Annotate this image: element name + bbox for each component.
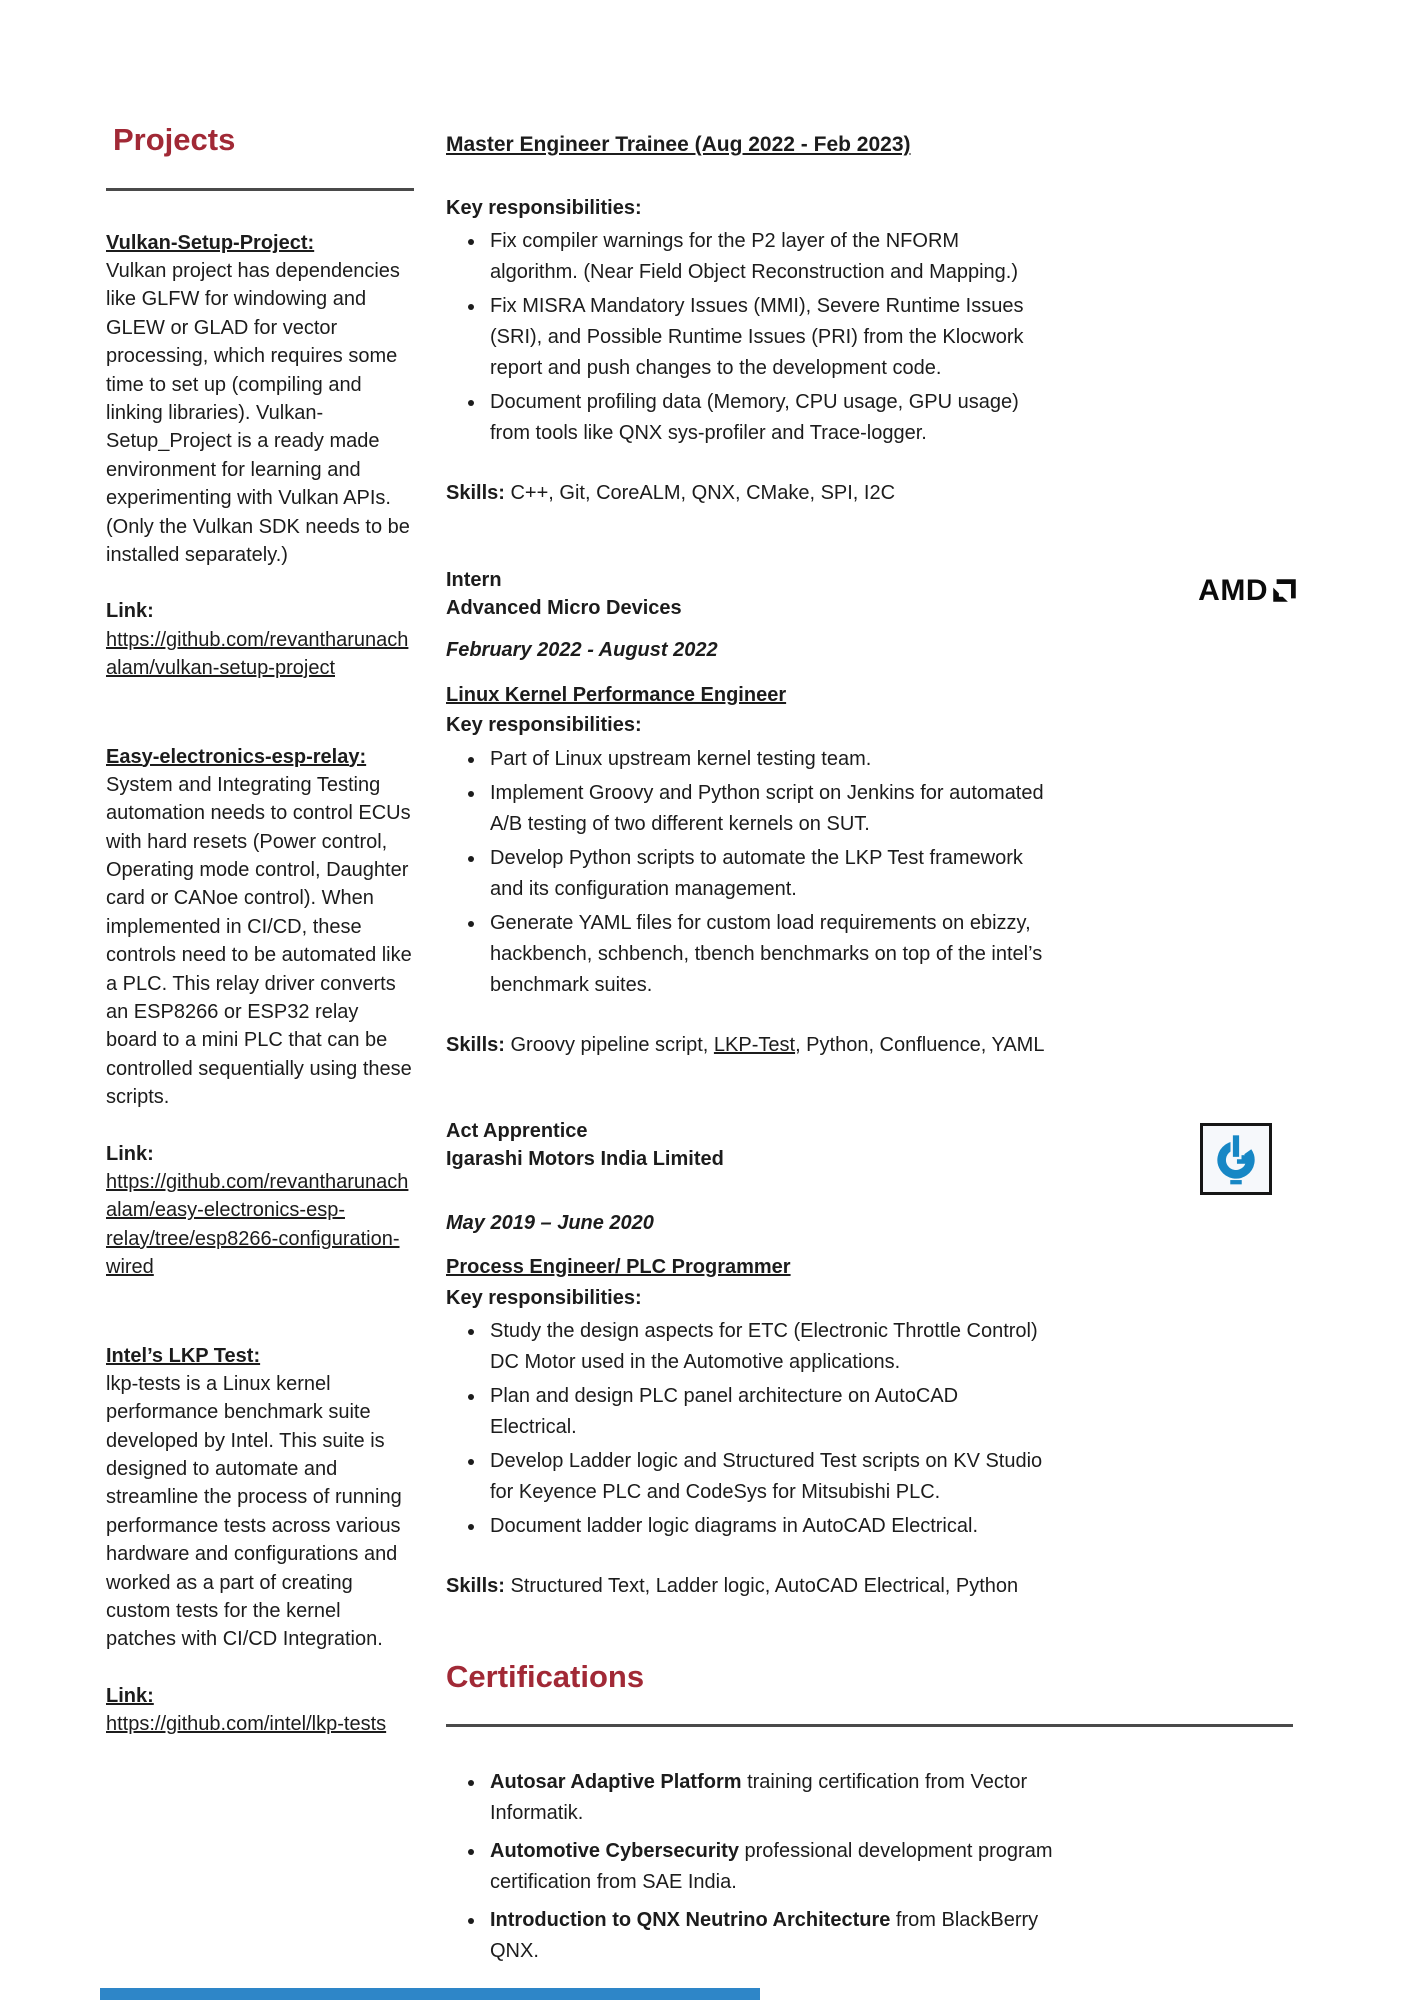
- project-item-esp-relay: [106, 743, 414, 1282]
- project-link-block: [106, 1682, 414, 1739]
- responsibility-item: • Study the design aspects for ETC (Electronic Throttle Control) DC Motor used in the Automotive applications.: [486, 1316, 1046, 1378]
- certification-item: [486, 1767, 1066, 1829]
- skills-label: Skills:: [446, 1033, 505, 1056]
- skills-text: Structured Text, Ladder logic, AutoCAD Electrical, Python: [504, 1575, 1019, 1598]
- igarashi-g-icon: [1214, 1133, 1258, 1185]
- project-title: Vulkan-Setup-Project:: [106, 231, 315, 254]
- skills-label: Skills:: [446, 1575, 505, 1598]
- project-description: Vulkan project has dependencies like GLFW for windowing and GLEW or GLAD for vector processing, which requires some time to set up (compiling and linking libraries). Vulkan-Setup_Project is a ready made environment for learning and experimenting with Vulkan APIs. (Only the Vulkan SDK needs to be installed separately.): [106, 260, 410, 566]
- certification-item: [486, 1905, 1066, 1967]
- project-title: Intel’s LKP Test:: [106, 1344, 261, 1367]
- responsibility-item: • Develop Ladder logic and Structured Test scripts on KV Studio for Keyence PLC and CodeSys for Mitsubishi PLC.: [486, 1446, 1046, 1508]
- job-header-text: [446, 566, 682, 623]
- certification-detail: training certification from Vector Informatik.: [490, 1771, 1028, 1825]
- projects-title: Projects: [113, 122, 236, 157]
- key-responsibilities-label: Key responsibilities:: [446, 1286, 642, 1309]
- job-title: Master Engineer Trainee (Aug 2022 - Feb 2023): [446, 133, 911, 156]
- experience-column: [446, 122, 1308, 1974]
- job-header: [446, 1117, 1308, 1195]
- skills-line: [446, 1572, 1308, 1600]
- company-name: Igarashi Motors India Limited: [446, 1148, 724, 1171]
- project-item-lkp-test: [106, 1342, 414, 1739]
- project-link-block: [106, 597, 414, 682]
- skills-line: [446, 479, 1308, 507]
- project-title: Easy-electronics-esp-relay:: [106, 745, 367, 768]
- employment-dates: May 2019 – June 2020: [446, 1211, 654, 1234]
- project-link[interactable]: https://github.com/revantharunachalam/vulkan-setup-project: [106, 628, 409, 680]
- responsibility-item: • Fix compiler warnings for the P2 layer of the NFORM algorithm. (Near Field Object Reconstruction and Mapping.): [486, 226, 1046, 288]
- skills-text: C++, Git, CoreALM, QNX, CMake, SPI, I2C: [504, 482, 896, 505]
- certification-name: Automotive Cybersecurity: [490, 1840, 739, 1863]
- igarashi-logo: [1200, 1123, 1272, 1195]
- skills-link-lkp-test[interactable]: LKP-Test: [713, 1033, 796, 1056]
- key-responsibilities-label: Key responsibilities:: [446, 196, 642, 219]
- responsibility-item: • Implement Groovy and Python script on Jenkins for automated A/B testing of two different kernels on SUT.: [486, 778, 1046, 840]
- project-description: lkp-tests is a Linux kernel performance benchmark suite developed by Intel. This suite is designed to automate and streamline the process of running performance tests across various hardware and configurations and worked as a part of creating custom tests for the kernel patches with CI/CD Integration.: [106, 1372, 402, 1651]
- certification-detail: professional development program certification from SAE India.: [490, 1840, 1053, 1894]
- employment-dates: February 2022 - August 2022: [446, 639, 718, 662]
- certification-detail: from BlackBerry QNX.: [490, 1909, 1039, 1963]
- certifications-divider: [446, 1724, 1293, 1727]
- link-label: Link:: [106, 1142, 154, 1165]
- job-amd-intern: [446, 566, 1308, 1059]
- project-description: System and Integrating Testing automation needs to control ECUs with hard resets (Power control, Operating mode control, Daughter card or CANoe control). When implemented in CI/CD, these controls need to be automated like a PLC. This relay driver converts an ESP8266 or ESP32 relay board to a mini PLC that can be controlled sequentially using these scripts.: [106, 773, 412, 1109]
- skills-text: , Python, Confluence, YAML: [795, 1033, 1045, 1056]
- certification-name: Introduction to QNX Neutrino Architecture: [490, 1909, 891, 1932]
- link-label: Link:: [106, 600, 154, 623]
- responsibility-item: • Fix MISRA Mandatory Issues (MMI), Severe Runtime Issues (SRI), and Possible Runtime Issues (PRI) from the Klocwork report and push changes to the development code.: [486, 291, 1046, 384]
- job-role: Intern: [446, 568, 502, 591]
- responsibility-item: • Plan and design PLC panel architecture on AutoCAD Electrical.: [486, 1381, 1046, 1443]
- footer-accent-bar: [100, 1988, 760, 2000]
- certifications-title: Certifications: [446, 1658, 645, 1694]
- project-link[interactable]: https://github.com/revantharunachalam/easy-electronics-esp-relay/tree/esp8266-configuration-wired: [106, 1170, 409, 1279]
- responsibility-item: • Document profiling data (Memory, CPU usage, GPU usage) from tools like QNX sys-profiler and Trace-logger.: [486, 387, 1046, 449]
- amd-arrow-icon: [1271, 577, 1298, 604]
- responsibilities-list: [446, 226, 1046, 449]
- projects-column: [106, 122, 414, 1974]
- job-igarashi-apprentice: [446, 1117, 1308, 1601]
- responsibilities-list: [446, 1316, 1046, 1542]
- certification-item: [486, 1836, 1066, 1898]
- link-label: Link:: [106, 1684, 154, 1707]
- projects-divider: [106, 188, 414, 191]
- project-link[interactable]: https://github.com/intel/lkp-tests: [106, 1713, 387, 1736]
- job-role: Act Apprentice: [446, 1119, 588, 1142]
- responsibility-item: • Develop Python scripts to automate the LKP Test framework and its configuration management.: [486, 843, 1046, 905]
- project-link-block: [106, 1140, 414, 1282]
- amd-logo: [1198, 573, 1298, 607]
- job-header-text: [446, 1117, 724, 1174]
- responsibilities-list: [446, 744, 1046, 1001]
- job-header: [446, 566, 1308, 623]
- company-name: Advanced Micro Devices: [446, 596, 682, 619]
- skills-label: Skills:: [446, 482, 505, 505]
- certifications-list: [446, 1767, 1066, 1967]
- position-title: Process Engineer/ PLC Programmer: [446, 1256, 791, 1279]
- key-responsibilities-label: Key responsibilities:: [446, 714, 642, 737]
- amd-wordmark: AMD: [1198, 573, 1268, 607]
- certification-name: Autosar Adaptive Platform: [490, 1771, 742, 1794]
- responsibility-item: • Part of Linux upstream kernel testing team.: [486, 744, 1046, 775]
- skills-text: Groovy pipeline script,: [504, 1033, 714, 1056]
- responsibility-item: • Generate YAML files for custom load requirements on ebizzy, hackbench, schbench, tbench benchmarks on top of the intel’s benchmark suites.: [486, 908, 1046, 1001]
- position-title: Linux Kernel Performance Engineer: [446, 683, 787, 706]
- skills-line: [446, 1031, 1308, 1059]
- job-master-engineer-trainee: [446, 130, 1308, 508]
- responsibility-item: • Document ladder logic diagrams in AutoCAD Electrical.: [486, 1511, 1046, 1542]
- project-item-vulkan: [106, 229, 414, 683]
